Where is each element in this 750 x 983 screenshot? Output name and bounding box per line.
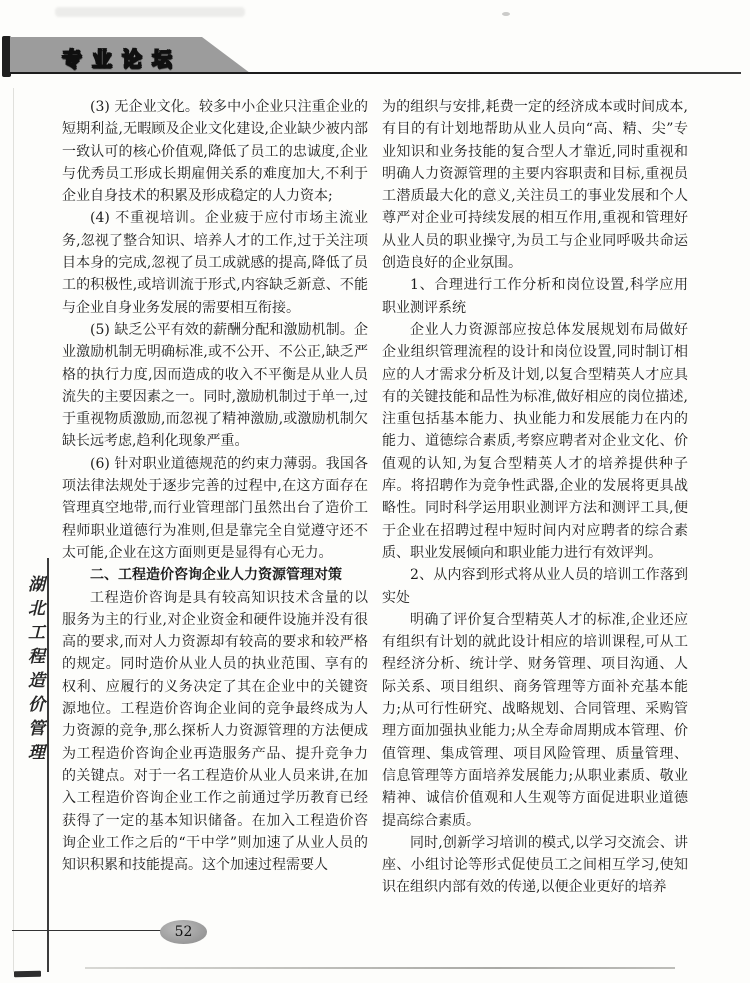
text-column-right [382, 96, 688, 899]
page-number-badge [160, 920, 207, 944]
text-column-left [62, 96, 368, 876]
section-heading-countermeasures: 二、工程造价咨询企业人力资源管理对策 [90, 567, 342, 584]
paragraph-continuation: 为的组织与安排,耗费一定的经济成本或时间成本,有目的有计划地帮助从业人员向“高、精、尖”专业知识和业务技能的复合型人才靠近,同时重视和明确人力资源管理的主要内容职责和目标,重视员工潜质最大化的意义,关注员工的事业发展和个人尊严对企业可持续发展的相互作用,重视和管理好从业人员的职业操守,为员工与企业同呼吸共命运创造良好的企业氛围。 [382, 99, 688, 272]
paragraph-hr-planning: 企业人力资源部应按总体发展规划布局做好企业组织管理流程的设计和岗位设置,同时制订相应的人才需求分析及计划,以复合型精英人才应具有的关键技能和品性为标准,做好相应的岗位描述,注重包括基本能力、执业能力和发展能力在内的能力、道德综合素质,考察应聘者对企业文化、价值观的认知,为复合型精英人才的培养提供种子库。将招聘作为竞争性武器,企业的发展将更具战略性。同时科学运用职业测评方法和测评工具,便于企业在招聘过程中短时间内对应聘者的综合素质、职业发展倾向和职业能力进行有效评判。 [382, 321, 688, 561]
scan-speck [502, 12, 510, 16]
paragraph-industry-nature: 工程造价咨询是具有较高知识技术含量的以服务为主的行业,对企业资金和硬件设施并没有很高的要求,而对人力资源却有较高的要求和较严格的规定。同时造价从业人员的执业范围、享有的权利、应履行的义务决定了其在企业中的关键资源地位。工程造价咨询企业间的竞争最终成为人力资源的竞争,那么探析人力资源管理的方法便成为工程造价咨询企业再造服务产品、提升竞争力的关键点。对于一名工程造价从业人员来讲,在加入工程造价咨询企业工作之前通过学历教育已经获得了一定的基本知识储备。在加入工程造价咨询企业工作之后的“干中学”则加速了从业人员的知识积累和技能提高。这个加速过程需要人 [62, 589, 368, 874]
paragraph-learning-modes: 同时,创新学习培训的模式,以学习交流会、讲座、小组讨论等形式促使员工之间相互学习,使知识在组织内部有效的传递,以便企业更好的培养 [382, 834, 688, 896]
subheading-training: 2、从内容到形式将从业人员的培训工作落到实处 [382, 567, 688, 606]
banner-left-bar [2, 36, 11, 77]
header-rule [10, 72, 741, 74]
footer-rule [12, 930, 163, 931]
scan-smudge [55, 7, 245, 17]
paragraph-training-courses: 明确了评价复合型精英人才的标准,企业还应有组织有计划的就此设计相应的培训课程,可从工程经济分析、统计学、财务管理、项目沟通、人际关系、项目组织、商务管理等方面补充基本能力;从可行性研究、战略规划、合同管理、采购管理方面加强执业能力;从全寿命周期成本管理、价值管理、集成管理、项目风险管理、质量管理、信息管理等方面培养发展能力;从职业素质、敬业精神、诚信价值观和人生观等方面促进职业道德提高综合素质。 [382, 611, 688, 829]
sidebar-vertical-rule [47, 558, 49, 972]
page-fold-line [13, 88, 14, 972]
paper-bottom-edge [85, 967, 675, 969]
paragraph-weak-ethics: (6) 针对职业道德规范的约束力薄弱。我国各项法律法规处于逐步完善的过程中,在这方面存在管理真空地带,而行业管理部门虽然出台了造价工程师职业道德行为准则,但是靠完全自觉遵守还不太可能,企业在这方面则更是显得有心无力。 [62, 455, 368, 561]
section-banner-label: 专业论坛 [62, 47, 182, 71]
page-number: 52 [174, 924, 193, 940]
paragraph-no-training: (4) 不重视培训。企业疲于应付市场主流业务,忽视了整合知识、培养人才的工作,过于关注项目本身的完成,忽视了员工成就感的提高,降低了员工的积极性,或培训流于形式,内容缺乏新意、不能与企业自身业务发展的需要相互衔接。 [62, 210, 368, 316]
paragraph-no-culture: (3) 无企业文化。较多中小企业只注重企业的短期利益,无暇顾及企业文化建设,企业缺少被内部一致认可的核心价值观,降低了员工的忠诚度,企业与优秀员工形成长期雇佣关系的难度加大,不利于企业自身技术的积累及形成稳定的人力资本; [62, 99, 368, 205]
scan-ink-mark [14, 971, 41, 977]
paragraph-no-incentive: (5) 缺乏公平有效的薪酬分配和激励机制。企业激励机制无明确标准,或不公开、不公正,缺乏严格的执行力度,因而造成的收入不平衡是从业人员流失的主要因素之一。同时,激励机制过于单一,过于重视物质激励,而忽视了精神激励,或激励机制欠缺长远考虑,趋利化现象严重。 [62, 321, 368, 450]
subheading-job-analysis: 1、合理进行工作分析和岗位设置,科学应用职业测评系统 [382, 277, 688, 316]
journal-title-vertical: 湖北工程造价管理 [24, 575, 44, 767]
